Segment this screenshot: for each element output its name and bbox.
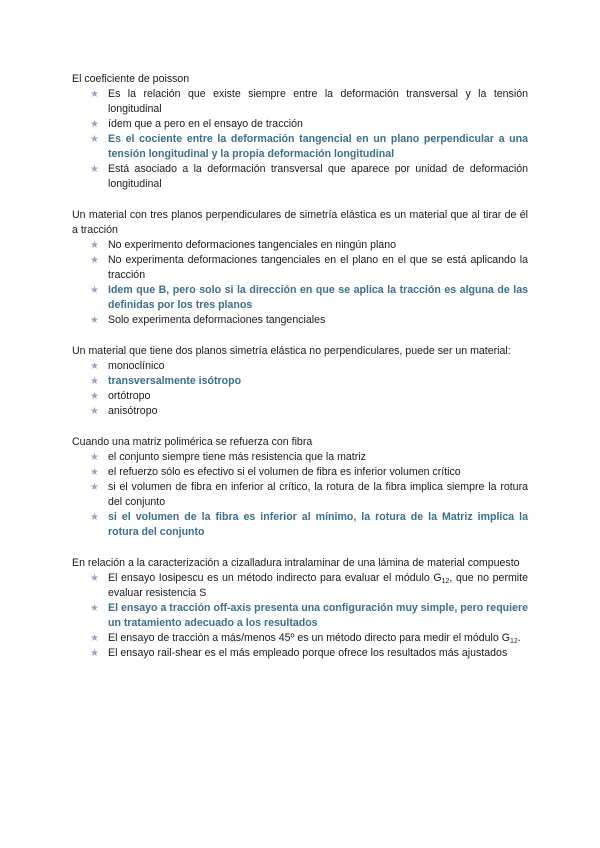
star-bullet-icon: ★ <box>90 376 99 387</box>
star-bullet-icon: ★ <box>90 361 99 372</box>
star-bullet-icon: ★ <box>90 391 99 402</box>
option-b <box>72 117 528 132</box>
star-bullet-icon: ★ <box>90 633 99 644</box>
option-text: anisótropo <box>108 405 158 417</box>
option-c <box>72 631 528 646</box>
option-d <box>72 162 528 192</box>
option-text: ortótropo <box>108 390 151 402</box>
star-bullet-icon: ★ <box>90 452 99 463</box>
star-bullet-icon: ★ <box>90 573 99 584</box>
option-a <box>72 450 528 465</box>
option-b <box>72 465 528 480</box>
option-d <box>72 313 528 328</box>
option-d <box>72 646 528 661</box>
option-text: El ensayo a tracción off-axis presenta una configuración muy simple, pero requiere un tratamiento adecuado a los resultados <box>108 602 528 629</box>
option-text: ídem que a pero en el ensayo de tracción <box>108 118 303 130</box>
question-1 <box>72 72 528 192</box>
option-b-correct <box>72 601 528 631</box>
question-4 <box>72 435 528 540</box>
star-bullet-icon: ★ <box>90 648 99 659</box>
option-text <box>108 632 521 644</box>
question-stem: Un material que tiene dos planos simetría elástica no perpendiculares, puede ser un material: <box>72 345 511 357</box>
options-list <box>72 450 528 540</box>
option-a <box>72 571 528 601</box>
subscript: 12 <box>509 638 518 645</box>
option-c <box>72 480 528 510</box>
option-text <box>108 572 528 599</box>
option-text-after: , que no permite evaluar resistencia S <box>108 572 528 599</box>
subscript: 12 <box>441 578 450 585</box>
option-b-correct <box>72 374 528 389</box>
star-bullet-icon: ★ <box>90 603 99 614</box>
question-stem: Cuando una matriz polimérica se refuerza con fibra <box>72 436 313 448</box>
option-d <box>72 404 528 419</box>
option-text-after: . <box>517 632 521 644</box>
options-list <box>72 238 528 328</box>
option-text-before: El ensayo Iosipescu es un método indirecto para evaluar el módulo G <box>108 572 442 584</box>
options-list <box>72 359 528 419</box>
question-stem: Un material con tres planos perpendiculares de simetría elástica es un material que al tirar de él a tracción <box>72 209 528 236</box>
star-bullet-icon: ★ <box>90 119 99 130</box>
question-3 <box>72 344 528 419</box>
question-stem: El coeficiente de poisson <box>72 73 190 85</box>
star-bullet-icon: ★ <box>90 406 99 417</box>
option-b <box>72 253 528 283</box>
option-a <box>72 238 528 253</box>
option-text-before: El ensayo de tracción a más/menos 45º es un método directo para medir el módulo G <box>108 632 510 644</box>
option-text: Es el cociente entre la deformación tangencial en un plano perpendicular a una tensión longitudinal y la propia deformación longitudinal <box>108 133 528 160</box>
question-5 <box>72 556 528 661</box>
star-bullet-icon: ★ <box>90 467 99 478</box>
option-text: Idem que B, pero solo si la dirección en que se aplica la tracción es alguna de las definidas por los tres planos <box>108 284 528 311</box>
star-bullet-icon: ★ <box>90 164 99 175</box>
option-text: Está asociado a la deformación transversal que aparece por unidad de deformación longitudinal <box>108 163 528 190</box>
option-text: si el volumen de fibra en inferior al crítico, la rotura de la fibra implica siempre la rotura del conjunto <box>108 481 528 508</box>
option-text: Es la relación que existe siempre entre la deformación transversal y la tensión longitudinal <box>108 88 528 115</box>
option-text: el conjunto siempre tiene más resistencia que la matriz <box>108 451 366 463</box>
options-list <box>72 87 528 192</box>
option-c <box>72 389 528 404</box>
option-c-correct <box>72 283 528 313</box>
star-bullet-icon: ★ <box>90 255 99 266</box>
option-text: monoclínico <box>108 360 165 372</box>
option-a <box>72 87 528 117</box>
question-2 <box>72 208 528 328</box>
option-text: El ensayo rail-shear es el más empleado porque ofrece los resultados más ajustados <box>108 647 508 659</box>
star-bullet-icon: ★ <box>90 512 99 523</box>
option-text: No experimenta deformaciones tangenciales en el plano en el que se está aplicando la tracción <box>108 254 528 281</box>
option-d-correct <box>72 510 528 540</box>
option-text: No experimento deformaciones tangenciales en ningún plano <box>108 239 396 251</box>
star-bullet-icon: ★ <box>90 89 99 100</box>
star-bullet-icon: ★ <box>90 285 99 296</box>
star-bullet-icon: ★ <box>90 240 99 251</box>
option-text: el refuerzo sólo es efectivo si el volumen de fibra es inferior volumen crítico <box>108 466 461 478</box>
option-a <box>72 359 528 374</box>
option-text: Solo experimenta deformaciones tangenciales <box>108 314 326 326</box>
option-text: si el volumen de la fibra es inferior al mínimo, la rotura de la Matriz implica la rotura del conjunto <box>108 511 528 538</box>
option-c-correct <box>72 132 528 162</box>
star-bullet-icon: ★ <box>90 134 99 145</box>
question-stem: En relación a la caracterización a cizalladura intralaminar de una lámina de material compuesto <box>72 557 520 569</box>
star-bullet-icon: ★ <box>90 315 99 326</box>
star-bullet-icon: ★ <box>90 482 99 493</box>
option-text: transversalmente isótropo <box>108 375 242 387</box>
options-list <box>72 571 528 661</box>
exam-page <box>72 72 528 677</box>
